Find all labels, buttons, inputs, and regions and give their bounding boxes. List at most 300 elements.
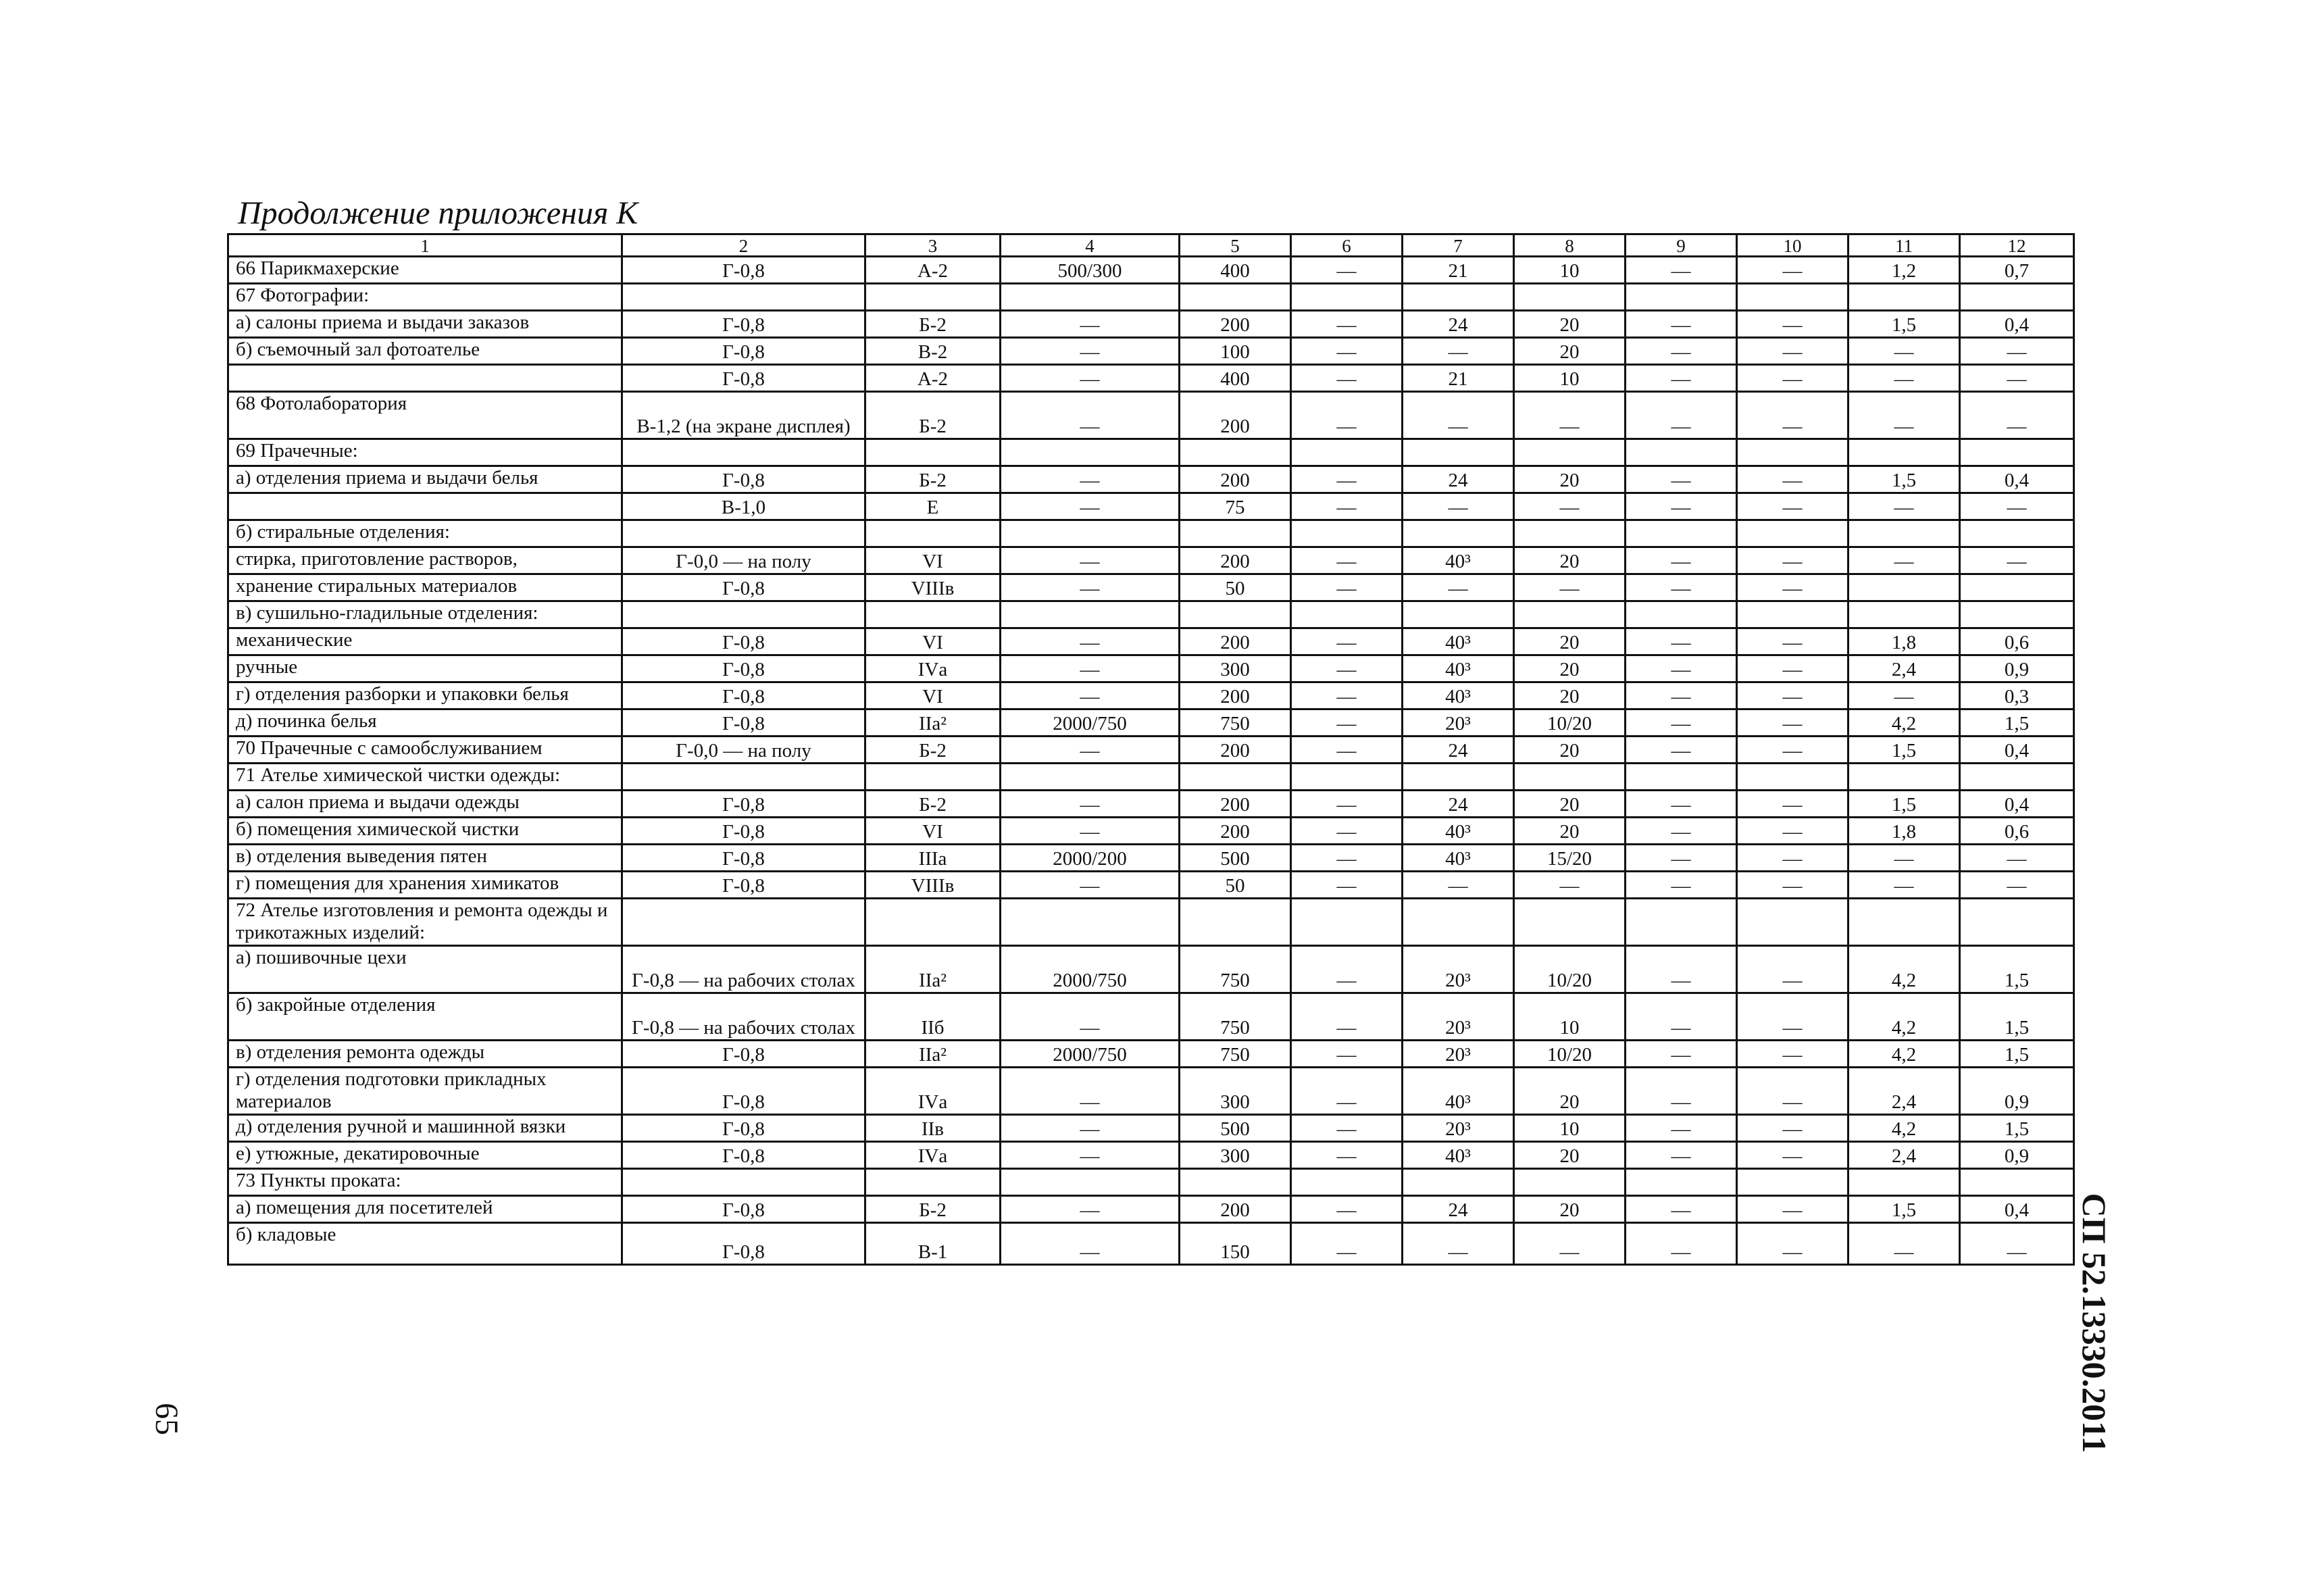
value-cell: 20³ xyxy=(1403,709,1514,737)
value-cell xyxy=(1180,764,1291,791)
table-row xyxy=(228,1169,2074,1196)
value-cell: — xyxy=(1737,365,1848,392)
room-name-cell: 72 Ателье изготовления и ремонта одежды и трикотажных изделий: xyxy=(228,899,622,946)
value-cell xyxy=(1626,284,1737,311)
value-cell: — xyxy=(1960,547,2074,574)
value-cell: — xyxy=(1737,655,1848,682)
value-cell: Г-0,8 xyxy=(622,872,865,899)
value-cell: — xyxy=(1291,1223,1403,1265)
room-name-cell: 66 Парикмахерские xyxy=(228,257,622,284)
value-cell: 1,8 xyxy=(1848,628,1960,655)
value-cell: Г-0,8 xyxy=(622,466,865,493)
value-cell xyxy=(1514,764,1626,791)
room-name-cell: г) помещения для хранения химикатов xyxy=(228,872,622,899)
table-row xyxy=(228,764,2074,791)
value-cell: IVа xyxy=(865,655,1001,682)
value-cell: 200 xyxy=(1180,791,1291,818)
value-cell: — xyxy=(1737,392,1848,439)
value-cell: — xyxy=(1403,493,1514,520)
value-cell xyxy=(1626,899,1737,946)
value-cell xyxy=(1403,439,1514,466)
value-cell: — xyxy=(1960,392,2074,439)
value-cell xyxy=(1403,284,1514,311)
value-cell: — xyxy=(1291,311,1403,338)
value-cell: 4,2 xyxy=(1848,993,1960,1041)
value-cell: Г-0,8 xyxy=(622,709,865,737)
value-cell: 1,5 xyxy=(1960,1115,2074,1142)
room-name-cell: а) помещения для посетителей xyxy=(228,1196,622,1223)
table-row xyxy=(228,791,2074,818)
room-name-cell: а) салоны приема и выдачи заказов xyxy=(228,311,622,338)
value-cell: — xyxy=(1626,872,1737,899)
value-cell: IIв xyxy=(865,1115,1001,1142)
value-cell: Г-0,8 xyxy=(622,818,865,845)
value-cell: 10 xyxy=(1514,993,1626,1041)
value-cell xyxy=(1180,439,1291,466)
room-name-cell: б) съемочный зал фотоателье xyxy=(228,338,622,365)
value-cell xyxy=(1960,899,2074,946)
value-cell: 21 xyxy=(1403,257,1514,284)
value-cell xyxy=(1291,1169,1403,1196)
value-cell xyxy=(1180,601,1291,628)
value-cell: — xyxy=(1626,574,1737,601)
value-cell xyxy=(1403,1169,1514,1196)
value-cell xyxy=(865,601,1001,628)
value-cell: 40³ xyxy=(1403,547,1514,574)
value-cell: — xyxy=(1001,493,1180,520)
value-cell xyxy=(622,520,865,547)
column-number: 6 xyxy=(1291,234,1403,257)
column-number: 11 xyxy=(1848,234,1960,257)
value-cell: 150 xyxy=(1180,1223,1291,1265)
table-row xyxy=(228,365,2074,392)
value-cell: 40³ xyxy=(1403,845,1514,872)
value-cell: 200 xyxy=(1180,547,1291,574)
value-cell xyxy=(1403,899,1514,946)
value-cell: 50 xyxy=(1180,872,1291,899)
room-name-cell xyxy=(228,365,622,392)
value-cell: — xyxy=(1514,1223,1626,1265)
table-row xyxy=(228,818,2074,845)
value-cell: — xyxy=(1001,1115,1180,1142)
table-row xyxy=(228,257,2074,284)
value-cell: Г-0,8 xyxy=(622,1196,865,1223)
value-cell: — xyxy=(1001,311,1180,338)
table-row xyxy=(228,946,2074,993)
value-cell: 20 xyxy=(1514,628,1626,655)
value-cell: — xyxy=(1291,737,1403,764)
value-cell xyxy=(1626,1169,1737,1196)
value-cell: Г-0,8 xyxy=(622,1041,865,1068)
value-cell: 2000/750 xyxy=(1001,1041,1180,1068)
table-row xyxy=(228,1223,2074,1265)
value-cell: — xyxy=(1001,737,1180,764)
value-cell: 1,2 xyxy=(1848,257,1960,284)
value-cell xyxy=(865,439,1001,466)
table-row xyxy=(228,601,2074,628)
value-cell xyxy=(1514,1169,1626,1196)
value-cell: 24 xyxy=(1403,466,1514,493)
value-cell xyxy=(1514,899,1626,946)
value-cell: — xyxy=(1291,682,1403,709)
value-cell: — xyxy=(1001,993,1180,1041)
value-cell: 0,6 xyxy=(1960,818,2074,845)
value-cell: — xyxy=(1737,845,1848,872)
value-cell: — xyxy=(1291,791,1403,818)
value-cell: — xyxy=(1960,365,2074,392)
value-cell: — xyxy=(1626,1041,1737,1068)
value-cell: — xyxy=(1403,574,1514,601)
column-number: 7 xyxy=(1403,234,1514,257)
value-cell: — xyxy=(1291,338,1403,365)
value-cell: Г-0,8 xyxy=(622,1068,865,1115)
value-cell: VIIIв xyxy=(865,872,1001,899)
value-cell: — xyxy=(1403,872,1514,899)
column-number: 1 xyxy=(228,234,622,257)
value-cell: — xyxy=(1960,872,2074,899)
value-cell: 1,5 xyxy=(1960,993,2074,1041)
value-cell: — xyxy=(1291,1142,1403,1169)
value-cell: — xyxy=(1626,628,1737,655)
value-cell: — xyxy=(1848,547,1960,574)
value-cell xyxy=(1626,601,1737,628)
table-row xyxy=(228,311,2074,338)
value-cell: Г-0,8 xyxy=(622,682,865,709)
table-row xyxy=(228,392,2074,439)
value-cell: VI xyxy=(865,818,1001,845)
value-cell: Г-0,0 — на полу xyxy=(622,547,865,574)
value-cell xyxy=(1848,520,1960,547)
value-cell: 4,2 xyxy=(1848,709,1960,737)
value-cell: 0,4 xyxy=(1960,1196,2074,1223)
value-cell: 2,4 xyxy=(1848,1068,1960,1115)
value-cell: Б-2 xyxy=(865,392,1001,439)
column-number: 10 xyxy=(1737,234,1848,257)
value-cell: — xyxy=(1626,1142,1737,1169)
value-cell: 0,4 xyxy=(1960,311,2074,338)
value-cell: — xyxy=(1291,257,1403,284)
value-cell: — xyxy=(1960,338,2074,365)
value-cell: А-2 xyxy=(865,257,1001,284)
value-cell: — xyxy=(1626,682,1737,709)
value-cell xyxy=(1001,1169,1180,1196)
value-cell xyxy=(1960,764,2074,791)
value-cell: — xyxy=(1514,392,1626,439)
value-cell: Г-0,8 — на рабочих столах xyxy=(622,946,865,993)
value-cell: 75 xyxy=(1180,493,1291,520)
value-cell xyxy=(1001,439,1180,466)
column-number-row xyxy=(228,234,2074,257)
value-cell: — xyxy=(1291,392,1403,439)
value-cell xyxy=(622,764,865,791)
value-cell: 20³ xyxy=(1403,1041,1514,1068)
value-cell: 2,4 xyxy=(1848,1142,1960,1169)
table-row xyxy=(228,737,2074,764)
value-cell: — xyxy=(1737,1068,1848,1115)
room-name-cell: г) отделения подготовки прикладных материалов xyxy=(228,1068,622,1115)
value-cell xyxy=(1180,284,1291,311)
value-cell: 20 xyxy=(1514,818,1626,845)
value-cell: — xyxy=(1001,1196,1180,1223)
value-cell: 2000/200 xyxy=(1001,845,1180,872)
table-row xyxy=(228,1142,2074,1169)
value-cell xyxy=(865,1169,1001,1196)
value-cell: — xyxy=(1291,872,1403,899)
value-cell xyxy=(865,520,1001,547)
value-cell: — xyxy=(1291,993,1403,1041)
room-name-cell: в) сушильно-гладильные отделения: xyxy=(228,601,622,628)
room-name-cell: б) помещения химической чистки xyxy=(228,818,622,845)
value-cell xyxy=(1626,520,1737,547)
column-number: 12 xyxy=(1960,234,2074,257)
value-cell: Г-0,8 xyxy=(622,1223,865,1265)
table-row xyxy=(228,993,2074,1041)
value-cell: Б-2 xyxy=(865,466,1001,493)
value-cell: Г-0,8 xyxy=(622,791,865,818)
value-cell: 750 xyxy=(1180,709,1291,737)
value-cell xyxy=(1960,601,2074,628)
value-cell: 21 xyxy=(1403,365,1514,392)
value-cell xyxy=(622,439,865,466)
value-cell: 750 xyxy=(1180,946,1291,993)
value-cell: 750 xyxy=(1180,993,1291,1041)
value-cell: — xyxy=(1848,872,1960,899)
value-cell: 20³ xyxy=(1403,946,1514,993)
value-cell: — xyxy=(1737,682,1848,709)
value-cell xyxy=(1001,601,1180,628)
room-name-cell: г) отделения разборки и упаковки белья xyxy=(228,682,622,709)
value-cell: — xyxy=(1001,1142,1180,1169)
value-cell: А-2 xyxy=(865,365,1001,392)
value-cell xyxy=(1848,1169,1960,1196)
value-cell xyxy=(865,284,1001,311)
value-cell: Г-0,8 — на рабочих столах xyxy=(622,993,865,1041)
value-cell: — xyxy=(1626,338,1737,365)
value-cell: Е xyxy=(865,493,1001,520)
value-cell: — xyxy=(1626,993,1737,1041)
value-cell: — xyxy=(1737,547,1848,574)
value-cell: — xyxy=(1848,1223,1960,1265)
value-cell: IIIа xyxy=(865,845,1001,872)
room-name-cell: д) починка белья xyxy=(228,709,622,737)
table-row xyxy=(228,845,2074,872)
value-cell: — xyxy=(1737,791,1848,818)
value-cell: 0,4 xyxy=(1960,466,2074,493)
value-cell: — xyxy=(1848,392,1960,439)
value-cell: — xyxy=(1001,466,1180,493)
value-cell: — xyxy=(1291,709,1403,737)
value-cell: В-1 xyxy=(865,1223,1001,1265)
value-cell: — xyxy=(1737,257,1848,284)
table-row xyxy=(228,338,2074,365)
value-cell: 24 xyxy=(1403,1196,1514,1223)
value-cell: 10 xyxy=(1514,257,1626,284)
value-cell: — xyxy=(1737,466,1848,493)
value-cell: — xyxy=(1626,791,1737,818)
value-cell: Г-0,8 xyxy=(622,1115,865,1142)
lighting-norms-table xyxy=(227,233,2075,1266)
room-name-cell: е) утюжные, декатировочные xyxy=(228,1142,622,1169)
value-cell: Г-0,8 xyxy=(622,655,865,682)
value-cell: — xyxy=(1848,338,1960,365)
value-cell: — xyxy=(1001,818,1180,845)
value-cell: — xyxy=(1291,1196,1403,1223)
value-cell: — xyxy=(1291,466,1403,493)
value-cell: Г-0,8 xyxy=(622,365,865,392)
table-row xyxy=(228,1196,2074,1223)
value-cell: — xyxy=(1626,466,1737,493)
value-cell: 50 xyxy=(1180,574,1291,601)
room-name-cell: 68 Фотолаборатория xyxy=(228,392,622,439)
value-cell: Б-2 xyxy=(865,791,1001,818)
table-row xyxy=(228,1041,2074,1068)
value-cell: 500 xyxy=(1180,845,1291,872)
value-cell: 300 xyxy=(1180,1068,1291,1115)
value-cell: IIа² xyxy=(865,709,1001,737)
value-cell: 4,2 xyxy=(1848,946,1960,993)
value-cell: 200 xyxy=(1180,628,1291,655)
value-cell: — xyxy=(1737,338,1848,365)
value-cell: — xyxy=(1403,1223,1514,1265)
value-cell: — xyxy=(1960,493,2074,520)
value-cell xyxy=(622,899,865,946)
room-name-cell: ручные xyxy=(228,655,622,682)
value-cell: — xyxy=(1626,365,1737,392)
value-cell xyxy=(1848,764,1960,791)
value-cell: 20³ xyxy=(1403,993,1514,1041)
value-cell: 20 xyxy=(1514,1068,1626,1115)
value-cell: — xyxy=(1626,311,1737,338)
value-cell: — xyxy=(1960,845,2074,872)
document-code: СП 52.13330.2011 xyxy=(2076,1193,2113,1453)
room-name-cell: в) отделения выведения пятен xyxy=(228,845,622,872)
value-cell xyxy=(1180,1169,1291,1196)
value-cell: 4,2 xyxy=(1848,1115,1960,1142)
table-row xyxy=(228,872,2074,899)
value-cell: — xyxy=(1001,338,1180,365)
value-cell: — xyxy=(1514,574,1626,601)
value-cell: — xyxy=(1737,709,1848,737)
value-cell xyxy=(1960,284,2074,311)
room-name-cell xyxy=(228,493,622,520)
table-row xyxy=(228,709,2074,737)
value-cell: — xyxy=(1001,1223,1180,1265)
value-cell: Г-0,8 xyxy=(622,257,865,284)
value-cell: Г-0,8 xyxy=(622,338,865,365)
room-name-cell: б) кладовые xyxy=(228,1223,622,1265)
room-name-cell: хранение стиральных материалов xyxy=(228,574,622,601)
value-cell: 10/20 xyxy=(1514,1041,1626,1068)
value-cell xyxy=(1403,764,1514,791)
column-number: 8 xyxy=(1514,234,1626,257)
value-cell: — xyxy=(1291,574,1403,601)
value-cell: — xyxy=(1291,628,1403,655)
value-cell: В-1,0 xyxy=(622,493,865,520)
value-cell xyxy=(1960,520,2074,547)
value-cell: 40³ xyxy=(1403,1068,1514,1115)
value-cell: IIа² xyxy=(865,1041,1001,1068)
value-cell: — xyxy=(1737,818,1848,845)
column-number: 2 xyxy=(622,234,865,257)
value-cell xyxy=(1960,439,2074,466)
value-cell xyxy=(1514,284,1626,311)
value-cell: 200 xyxy=(1180,682,1291,709)
table-row xyxy=(228,439,2074,466)
room-name-cell: стирка, приготовление растворов, xyxy=(228,547,622,574)
column-number: 9 xyxy=(1626,234,1737,257)
value-cell: Г-0,8 xyxy=(622,1142,865,1169)
value-cell: — xyxy=(1514,493,1626,520)
value-cell: 500/300 xyxy=(1001,257,1180,284)
room-name-cell: а) салон приема и выдачи одежды xyxy=(228,791,622,818)
value-cell: Б-2 xyxy=(865,1196,1001,1223)
value-cell xyxy=(1737,1169,1848,1196)
value-cell xyxy=(1848,284,1960,311)
value-cell: — xyxy=(1737,628,1848,655)
value-cell xyxy=(1001,764,1180,791)
value-cell: 0,9 xyxy=(1960,1068,2074,1115)
table-row xyxy=(228,628,2074,655)
value-cell: 200 xyxy=(1180,818,1291,845)
value-cell: 750 xyxy=(1180,1041,1291,1068)
value-cell xyxy=(1737,284,1848,311)
value-cell: IVа xyxy=(865,1142,1001,1169)
value-cell xyxy=(1737,439,1848,466)
value-cell: — xyxy=(1403,338,1514,365)
value-cell: — xyxy=(1626,845,1737,872)
room-name-cell: 71 Ателье химической чистки одежды: xyxy=(228,764,622,791)
value-cell: 20 xyxy=(1514,737,1626,764)
value-cell: 200 xyxy=(1180,466,1291,493)
page-number: 65 xyxy=(149,1403,184,1435)
value-cell: — xyxy=(1737,574,1848,601)
value-cell xyxy=(1848,899,1960,946)
value-cell: 40³ xyxy=(1403,682,1514,709)
value-cell: 24 xyxy=(1403,737,1514,764)
value-cell: — xyxy=(1626,257,1737,284)
table-row xyxy=(228,1115,2074,1142)
value-cell xyxy=(1514,439,1626,466)
value-cell: 2,4 xyxy=(1848,655,1960,682)
table-row xyxy=(228,547,2074,574)
value-cell: — xyxy=(1626,1196,1737,1223)
value-cell xyxy=(1626,764,1737,791)
value-cell: VIIIв xyxy=(865,574,1001,601)
value-cell: 1,5 xyxy=(1848,791,1960,818)
value-cell: 0,9 xyxy=(1960,655,2074,682)
value-cell: — xyxy=(1001,628,1180,655)
value-cell: Б-2 xyxy=(865,737,1001,764)
value-cell: — xyxy=(1001,655,1180,682)
value-cell xyxy=(1626,439,1737,466)
value-cell: 0,3 xyxy=(1960,682,2074,709)
value-cell xyxy=(1291,899,1403,946)
table-row xyxy=(228,574,2074,601)
value-cell: — xyxy=(1001,872,1180,899)
value-cell: — xyxy=(1737,1041,1848,1068)
value-cell: 20 xyxy=(1514,655,1626,682)
value-cell: 20 xyxy=(1514,682,1626,709)
value-cell xyxy=(1291,764,1403,791)
value-cell: — xyxy=(1848,493,1960,520)
value-cell: 200 xyxy=(1180,392,1291,439)
value-cell: 10 xyxy=(1514,365,1626,392)
value-cell: — xyxy=(1291,818,1403,845)
column-number: 5 xyxy=(1180,234,1291,257)
value-cell: — xyxy=(1960,1223,2074,1265)
value-cell: 10/20 xyxy=(1514,709,1626,737)
table-row xyxy=(228,682,2074,709)
